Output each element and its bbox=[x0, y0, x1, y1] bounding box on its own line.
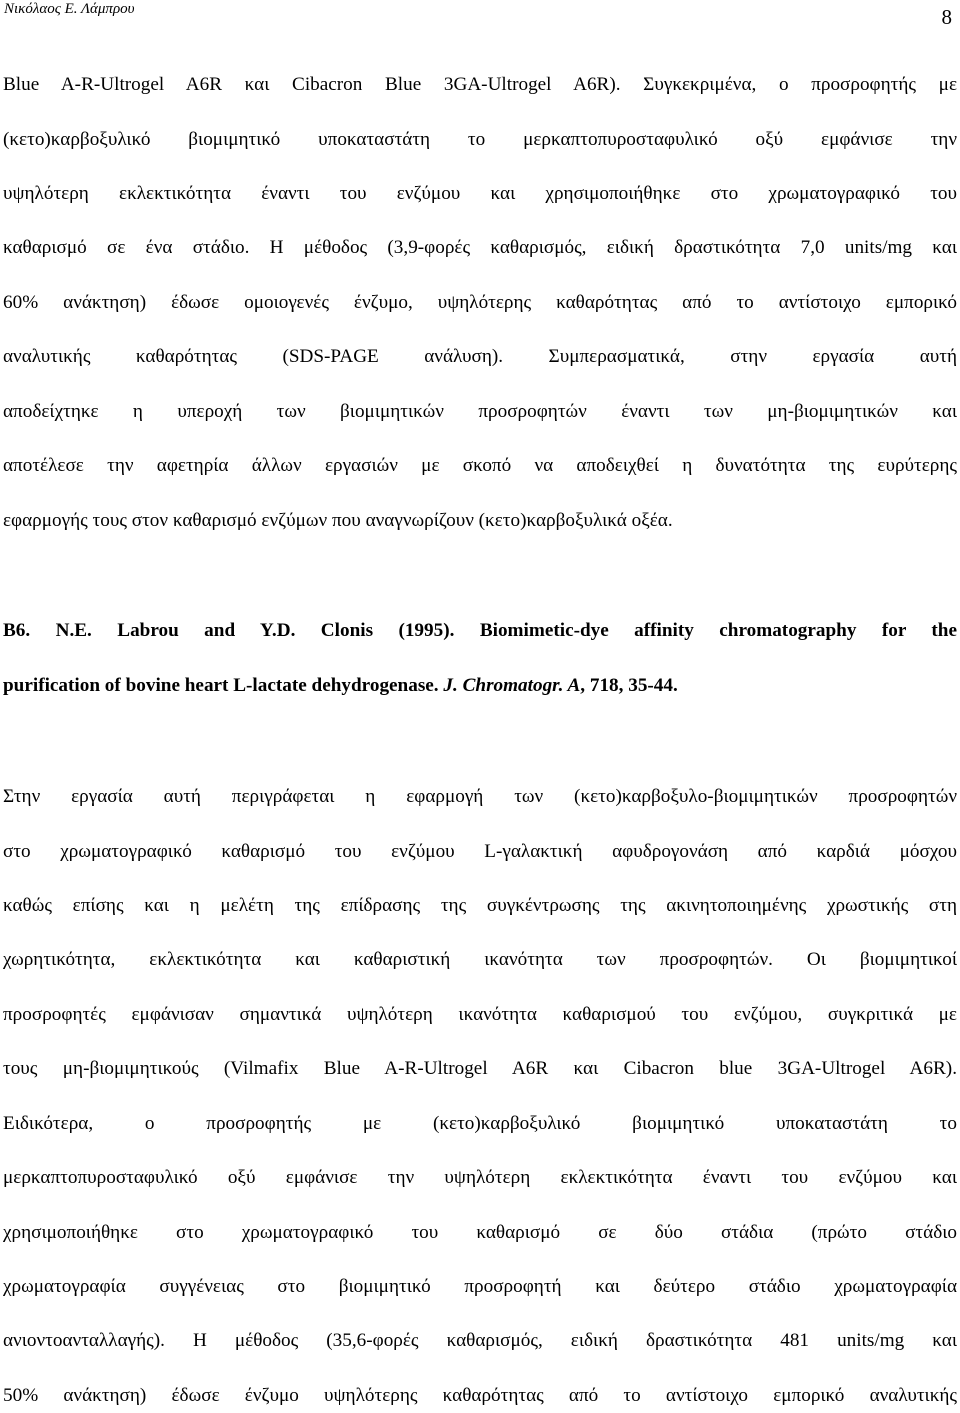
text-line: 60% ανάκτηση) έδωσε ομοιογενές ένζυμο, υψηλότερης καθαρότητας από το αντίστοιχο εμπορικό bbox=[3, 292, 957, 313]
page-number: 8 bbox=[941, 5, 952, 29]
text-line: Στην εργασία αυτή περιγράφεται η εφαρμογή των (κετο)καρβοξυλο-βιομιμητικών προσροφητών bbox=[3, 786, 957, 807]
text-line: καθαρισμό σε ένα στάδιο. Η μέθοδος (3,9-φορές καθαρισμός, ειδική δραστικότητα 7,0 units/mg και bbox=[3, 237, 957, 258]
text-line: (κετο)καρβοξυλικό βιομιμητικό υποκαταστάτη το μερκαπτοπυροσταφυλικό οξύ εμφάνισε την bbox=[3, 129, 957, 150]
text-line: χρωματογραφία συγγένειας στο βιομιμητικό προσροφητή και δεύτερο στάδιο χρωματογραφία bbox=[3, 1276, 957, 1297]
reference-line-2 bbox=[3, 672, 957, 700]
text-line: 50% ανάκτηση) έδωσε ένζυμο υψηλότερης καθαρότητας από το αντίστοιχο εμπορικό αναλυτικής bbox=[3, 1385, 957, 1406]
text-line: καθώς επίσης και η μελέτη της επίδρασης της συγκέντρωσης της ακινητοποιημένης χρωστικής στη bbox=[3, 895, 957, 916]
text-line: τους μη-βιομιμητικούς (Vilmafix Blue A-R-Ultrogel A6R και Cibacron blue 3GA-Ultrogel A6R). bbox=[3, 1058, 957, 1079]
page-header bbox=[4, 0, 956, 30]
text-line: στο χρωματογραφικό καθαρισμό του ενζύμου L-γαλακτική αφυδρογονάση από καρδιά μόσχου bbox=[3, 841, 957, 862]
text-line: χωρητικότητα, εκλεκτικότητα και καθαριστική ικανότητα των προσροφητών. Οι βιομιμητικοί bbox=[3, 949, 957, 970]
header-author: Νικόλαος Ε. Λάμπρου bbox=[4, 1, 135, 17]
text-line: μερκαπτοπυροσταφυλικό οξύ εμφάνισε την υψηλότερη εκλεκτικότητα έναντι του ενζύμου και bbox=[3, 1167, 957, 1188]
text-line: υψηλότερη εκλεκτικότητα έναντι του ενζύμου και χρησιμοποιήθηκε στο χρωματογραφικό του bbox=[3, 183, 957, 204]
text-line: αποδείχτηκε η υπεροχή των βιομιμητικών προσροφητών έναντι των μη-βιομιμητικών και bbox=[3, 401, 957, 422]
text-line: εφαρμογής τους στον καθαρισμό ενζύμων που αναγνωρίζουν (κετο)καρβοξυλικά οξέα. bbox=[3, 510, 673, 531]
text-line: Ειδικότερα, ο προσροφητής με (κετο)καρβοξυλικό βιομιμητικό υποκαταστάτη το bbox=[3, 1113, 957, 1134]
reference-line-1: B6. N.E. Labrou and Y.D. Clonis (1995). Biomimetic-dye affinity chromatography for the bbox=[3, 620, 957, 641]
text-line: χρησιμοποιήθηκε στο χρωματογραφικό του καθαρισμό σε δύο στάδια (πρώτο στάδιο bbox=[3, 1222, 957, 1243]
text-line: Blue A-R-Ultrogel A6R και Cibacron Blue 3GA-Ultrogel A6R). Συγκεκριμένα, ο προσροφητής με bbox=[3, 74, 957, 95]
reference-title: purification of bovine heart L-lactate dehydrogenase. bbox=[3, 675, 444, 696]
text-line: αποτέλεσε την αφετηρία άλλων εργασιών με σκοπό να αποδειχθεί η δυνατότητα της ευρύτερης bbox=[3, 455, 957, 476]
reference-details: , 718, 35-44. bbox=[580, 675, 678, 696]
reference-journal: J. Chromatogr. A bbox=[443, 675, 581, 696]
text-line: αναλυτικής καθαρότητας (SDS-PAGE ανάλυση). Συμπερασματικά, στην εργασία αυτή bbox=[3, 346, 957, 367]
text-line: ανιοντοανταλλαγής). Η μέθοδος (35,6-φορές καθαρισμός, ειδική δραστικότητα 481 units/mg και bbox=[3, 1330, 957, 1351]
text-line: προσροφητές εμφάνισαν σημαντικά υψηλότερη ικανότητα καθαρισμού του ενζύμου, συγκριτικά με bbox=[3, 1004, 957, 1025]
